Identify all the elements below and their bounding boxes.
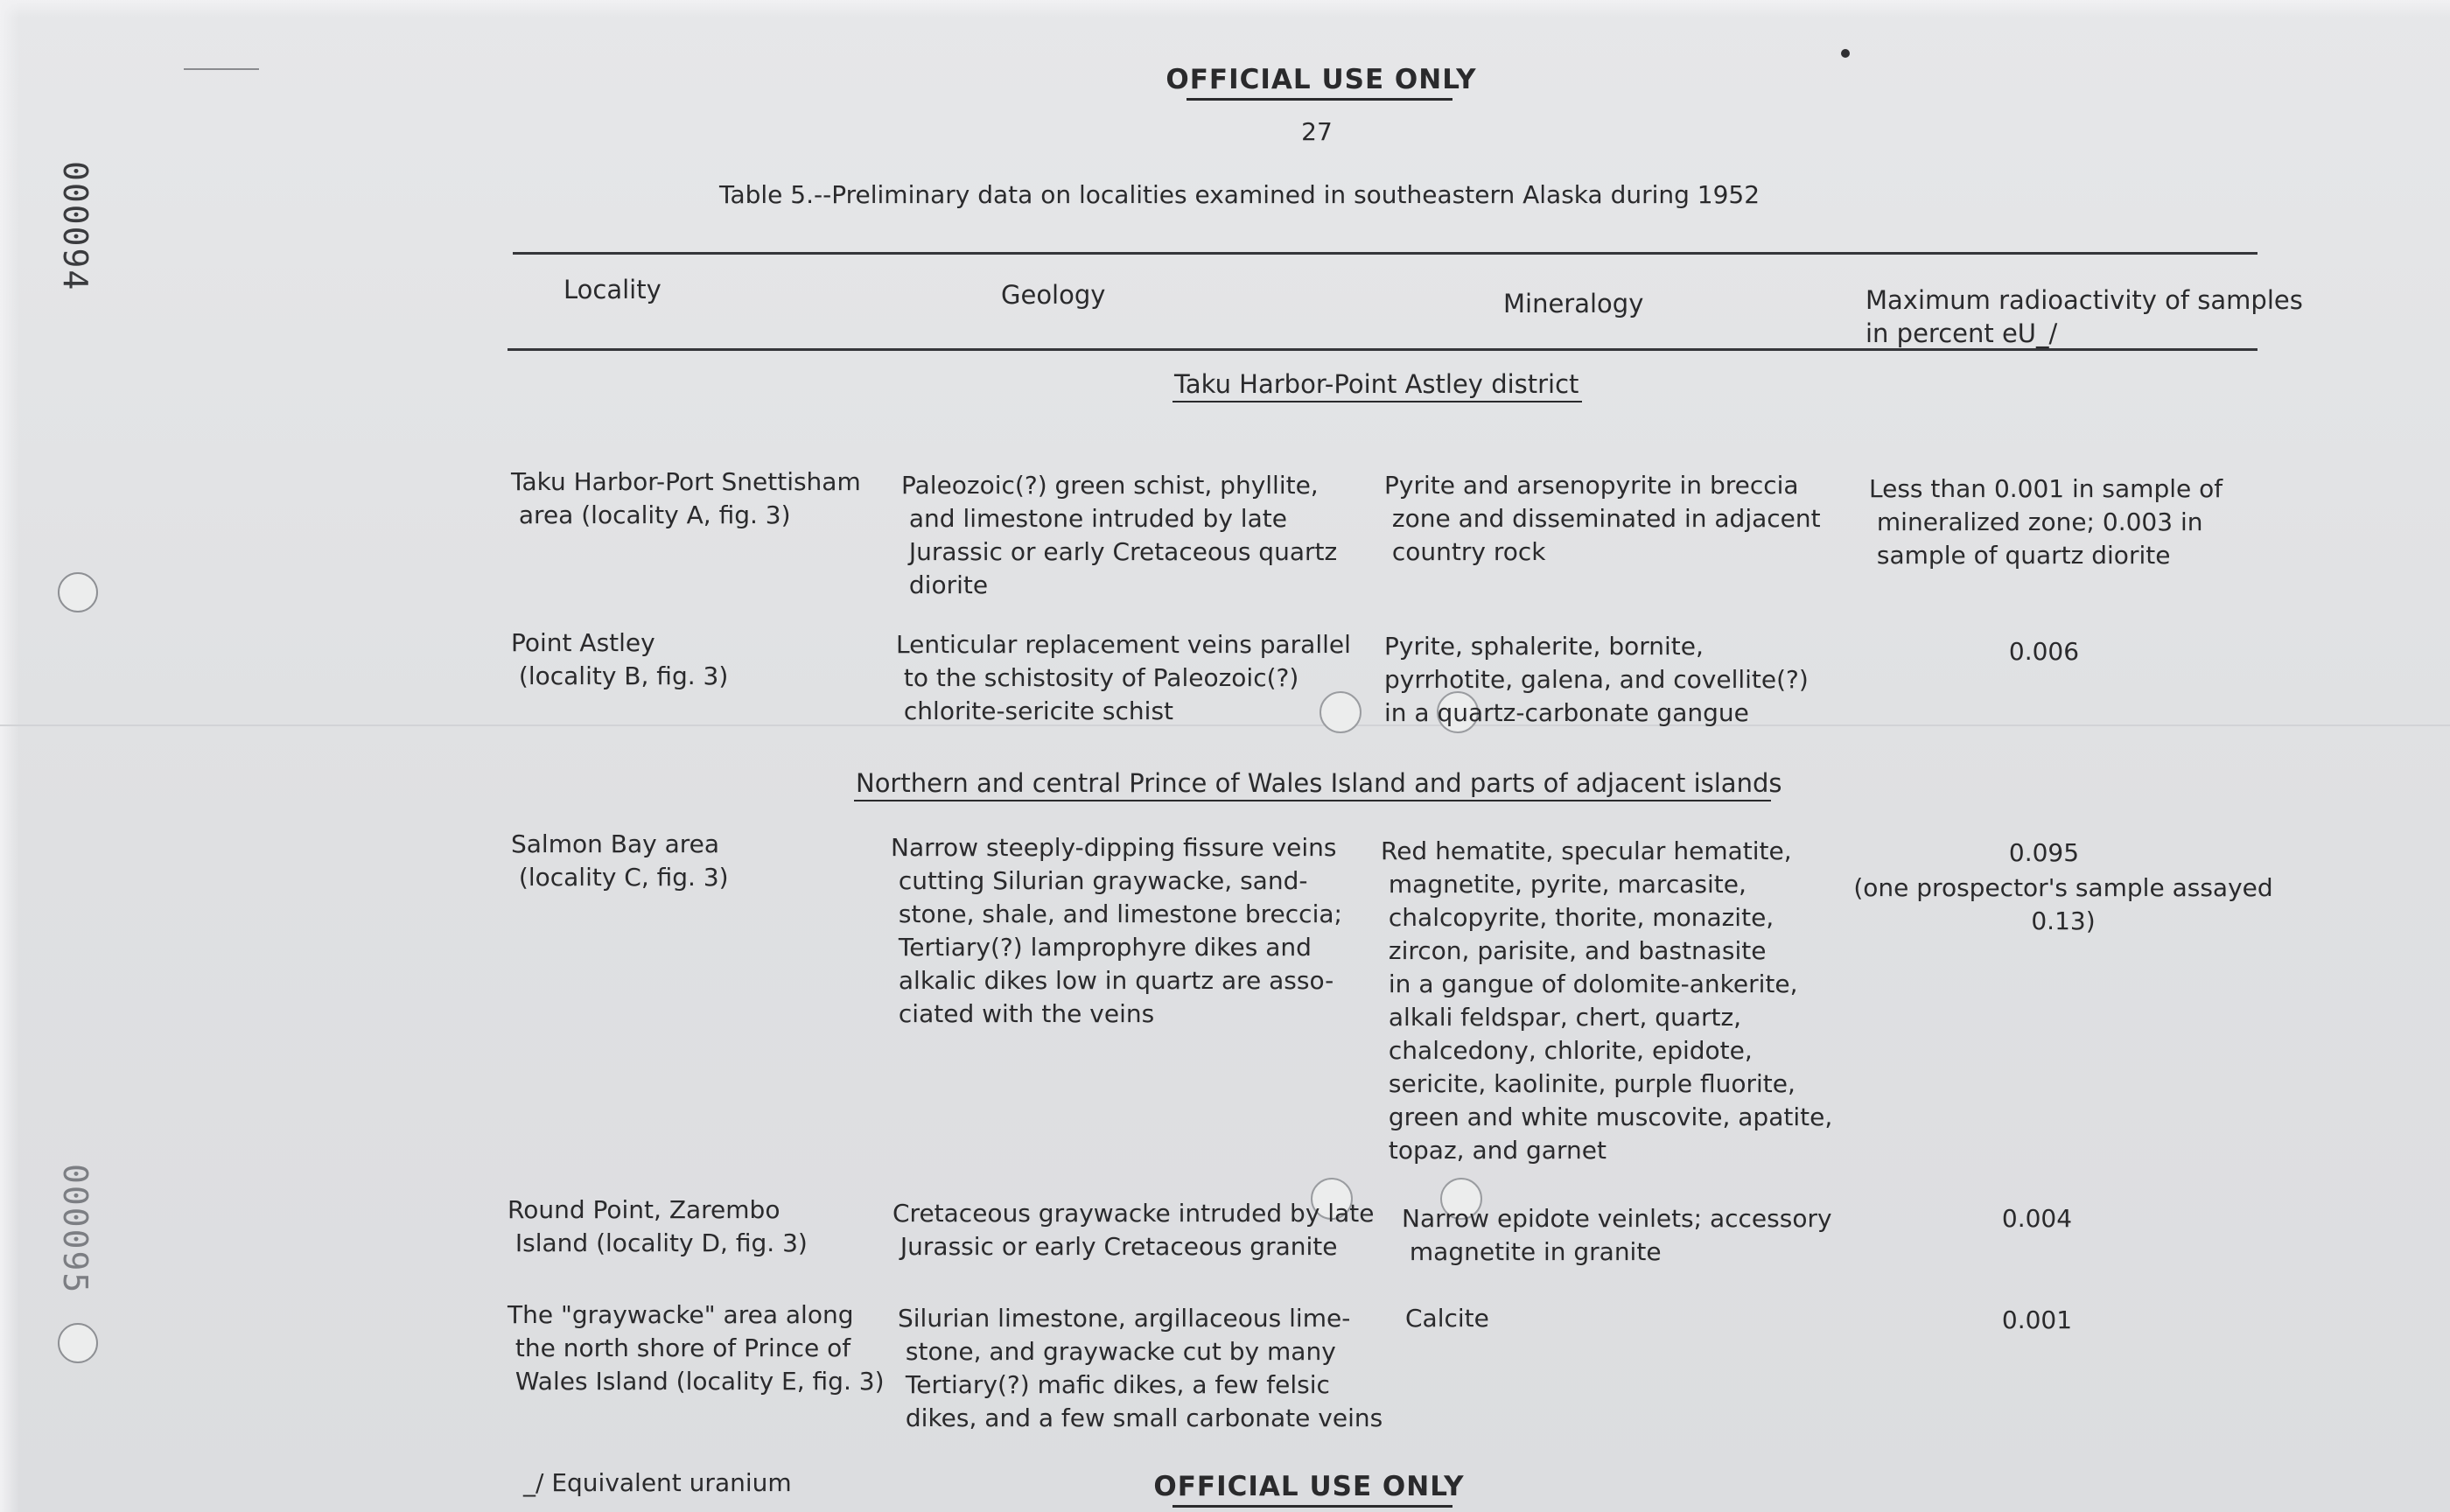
section-heading: Taku Harbor-Point Astley district: [1174, 369, 1579, 399]
row-geology: Narrow steeply-dipping fissure veins cutting Silurian graywacke, sand- stone, shale, and limestone breccia; Tertiary(?) lamprophyre dikes and alkalic dikes low in quartz are asso- ciated with the veins: [891, 833, 1342, 1028]
column-header-radioactivity: Maximum radioactivity of samples in percent eU_/: [1866, 285, 2303, 348]
row-geology: Cretaceous graywacke intruded by late Jurassic or early Cretaceous granite: [892, 1199, 1375, 1261]
row-locality: Taku Harbor-Port Snettisham area (locality A, fig. 3): [511, 467, 861, 529]
column-header-geology: Geology: [1001, 280, 1106, 310]
margin-stamp-number: 000095: [56, 1164, 94, 1295]
punch-hole-bottom: [58, 1323, 98, 1363]
row-radioactivity: 0.095: [2008, 838, 2080, 867]
margin-dash: [184, 68, 259, 70]
row-radioactivity: 0.001: [2001, 1306, 2073, 1334]
row-locality: The "graywacke" area along the north shore of Prince of Wales Island (locality E, fig. 3): [508, 1300, 885, 1396]
row-mineralogy: Narrow epidote veinlets; accessory magnetite in granite: [1402, 1204, 1832, 1266]
footnote: _/ Equivalent uranium: [523, 1468, 792, 1497]
row-radioactivity: 0.006: [2008, 637, 2080, 666]
classification-footer: OFFICIAL USE ONLY: [1153, 1471, 1465, 1502]
row-geology: Silurian limestone, argillaceous lime- stone, and graywacke cut by many Tertiary(?) mafic dikes, a few felsic dikes, and a few small carbonate veins: [898, 1304, 1383, 1432]
row-radioactivity-note: (one prospector's sample assayed 0.13): [1853, 873, 2273, 935]
column-header-locality: Locality: [564, 275, 662, 304]
section-heading: Northern and central Prince of Wales Island and parts of adjacent islands: [856, 768, 1782, 798]
classification-underline: [1172, 1505, 1452, 1508]
paper-edge-left: [0, 0, 19, 1512]
row-mineralogy: Pyrite, sphalerite, bornite, pyrrhotite, galena, and covellite(?) in a quartz-carbonate gangue: [1384, 632, 1809, 727]
table-top-rule: [513, 252, 2258, 255]
ink-dot: [1841, 49, 1850, 58]
column-header-mineralogy: Mineralogy: [1503, 289, 1644, 318]
row-locality: Round Point, Zarembo Island (locality D, fig. 3): [508, 1195, 808, 1257]
row-locality: Point Astley (locality B, fig. 3): [511, 628, 729, 690]
row-geology: Paleozoic(?) green schist, phyllite, and limestone intruded by late Jurassic or early Cretaceous quartz diorite: [901, 471, 1338, 599]
classification-header: OFFICIAL USE ONLY: [1166, 64, 1477, 95]
row-mineralogy: Red hematite, specular hematite, magnetite, pyrite, marcasite, chalcopyrite, thorite, monazite, zircon, parisite, and bastnasite in a gangue of dolomite-ankerite, alkali feldspar, chert, quartz, chalcedony, chlorite, epidote, sericite, kaolinite, purple fluorite, green and white muscovite, apatite, topaz, and garnet: [1381, 836, 1833, 1165]
row-mineralogy: Calcite: [1405, 1304, 1489, 1333]
margin-stamp-number: 000094: [56, 161, 94, 292]
paper-edge-top: [0, 0, 2450, 18]
section-heading-underline: [854, 800, 1771, 802]
row-geology: Lenticular replacement veins parallel to the schistosity of Paleozoic(?) chlorite-sericite schist: [896, 630, 1351, 725]
row-locality: Salmon Bay area (locality C, fig. 3): [511, 830, 729, 892]
row-radioactivity: Less than 0.001 in sample of mineralized zone; 0.003 in sample of quartz diorite: [1869, 474, 2223, 570]
table-title: Table 5.--Preliminary data on localities examined in southeastern Alaska during 1952: [719, 180, 1760, 209]
row-radioactivity: 0.004: [2001, 1204, 2073, 1233]
row-mineralogy: Pyrite and arsenopyrite in breccia zone and disseminated in adjacent country rock: [1384, 471, 1821, 566]
page-number: 27: [1301, 117, 1333, 146]
classification-underline: [1186, 98, 1452, 101]
section-heading-underline: [1172, 401, 1582, 402]
punch-hole-top: [58, 572, 98, 612]
